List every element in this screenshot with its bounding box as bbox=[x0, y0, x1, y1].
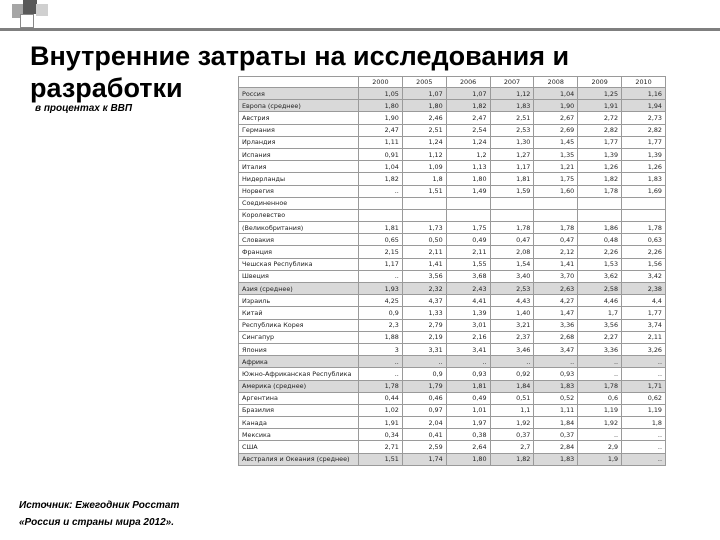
country-name-cell: Южно-Африканская Республика bbox=[239, 368, 359, 380]
value-cell: 4,4 bbox=[622, 295, 666, 307]
value-cell bbox=[359, 209, 403, 221]
table-row bbox=[239, 185, 666, 197]
table-row bbox=[239, 197, 666, 209]
country-name-cell: Япония bbox=[239, 343, 359, 355]
value-cell: 1,49 bbox=[446, 185, 490, 197]
value-cell: 0,49 bbox=[446, 234, 490, 246]
value-cell: 1,83 bbox=[490, 100, 534, 112]
table-row bbox=[239, 258, 666, 270]
value-cell: 2,47 bbox=[359, 124, 403, 136]
value-cell: 1,53 bbox=[578, 258, 622, 270]
value-cell: 1,39 bbox=[578, 148, 622, 160]
header-corner-cell bbox=[239, 77, 359, 88]
value-cell: 0,37 bbox=[490, 429, 534, 441]
value-cell: 1,11 bbox=[359, 136, 403, 148]
country-name-cell: Россия bbox=[239, 88, 359, 100]
value-cell: 2,53 bbox=[490, 283, 534, 295]
value-cell: 2,19 bbox=[402, 331, 446, 343]
value-cell: 2,11 bbox=[446, 246, 490, 258]
table-header-row bbox=[239, 77, 666, 88]
table-row bbox=[239, 319, 666, 331]
value-cell: .. bbox=[490, 356, 534, 368]
value-cell: 1,77 bbox=[622, 136, 666, 148]
value-cell: 1,41 bbox=[534, 258, 578, 270]
value-cell: 1,60 bbox=[534, 185, 578, 197]
country-name-cell: Мексика bbox=[239, 429, 359, 441]
value-cell: 1,24 bbox=[446, 136, 490, 148]
value-cell: 1,19 bbox=[622, 404, 666, 416]
value-cell: 4,27 bbox=[534, 295, 578, 307]
value-cell: 3,21 bbox=[490, 319, 534, 331]
value-cell: 2,82 bbox=[622, 124, 666, 136]
value-cell: 1,55 bbox=[446, 258, 490, 270]
value-cell: .. bbox=[578, 356, 622, 368]
value-cell: 1,90 bbox=[534, 100, 578, 112]
value-cell: 1,8 bbox=[622, 417, 666, 429]
country-name-cell: США bbox=[239, 441, 359, 453]
value-cell: 1,12 bbox=[490, 88, 534, 100]
value-cell: 1,92 bbox=[490, 417, 534, 429]
value-cell: 3,26 bbox=[622, 343, 666, 355]
value-cell: 1,19 bbox=[578, 404, 622, 416]
value-cell: 1,45 bbox=[534, 136, 578, 148]
table-row bbox=[239, 173, 666, 185]
value-cell: 1,83 bbox=[534, 380, 578, 392]
country-name-cell: Австрия bbox=[239, 112, 359, 124]
value-cell: 1,56 bbox=[622, 258, 666, 270]
value-cell: 1,78 bbox=[578, 185, 622, 197]
country-name-cell: Китай bbox=[239, 307, 359, 319]
value-cell: 1,75 bbox=[534, 173, 578, 185]
value-cell: 1,12 bbox=[402, 148, 446, 160]
country-name-cell: Азия (среднее) bbox=[239, 283, 359, 295]
value-cell: 1,54 bbox=[490, 258, 534, 270]
value-cell: 3,31 bbox=[402, 343, 446, 355]
title-line-2: разработки bbox=[30, 73, 183, 103]
value-cell: .. bbox=[359, 270, 403, 282]
value-cell: 2,46 bbox=[402, 112, 446, 124]
value-cell: 1,59 bbox=[490, 185, 534, 197]
value-cell: 3,42 bbox=[622, 270, 666, 282]
value-cell: 1,80 bbox=[359, 100, 403, 112]
value-cell: 1,35 bbox=[534, 148, 578, 160]
value-cell: 0,48 bbox=[578, 234, 622, 246]
value-cell: 1,74 bbox=[402, 453, 446, 465]
value-cell: 1,1 bbox=[490, 404, 534, 416]
value-cell: 2,82 bbox=[578, 124, 622, 136]
value-cell: 1,8 bbox=[402, 173, 446, 185]
value-cell: 2,16 bbox=[446, 331, 490, 343]
value-cell: 1,71 bbox=[622, 380, 666, 392]
value-cell: 0,49 bbox=[446, 392, 490, 404]
value-cell: 3,70 bbox=[534, 270, 578, 282]
value-cell: 3 bbox=[359, 343, 403, 355]
country-name-cell: Италия bbox=[239, 161, 359, 173]
value-cell: 1,16 bbox=[622, 88, 666, 100]
value-cell: 2,79 bbox=[402, 319, 446, 331]
value-cell: 1,07 bbox=[446, 88, 490, 100]
value-cell: 3,36 bbox=[578, 343, 622, 355]
country-name-cell: Америка (среднее) bbox=[239, 380, 359, 392]
value-cell: 1,27 bbox=[490, 148, 534, 160]
value-cell: 1,41 bbox=[402, 258, 446, 270]
value-cell: 1,51 bbox=[359, 453, 403, 465]
value-cell: 1,81 bbox=[446, 380, 490, 392]
value-cell bbox=[490, 197, 534, 209]
value-cell: 2,68 bbox=[534, 331, 578, 343]
table-row bbox=[239, 124, 666, 136]
value-cell: 0,46 bbox=[402, 392, 446, 404]
value-cell: 3,40 bbox=[490, 270, 534, 282]
value-cell bbox=[578, 209, 622, 221]
value-cell: 1,77 bbox=[578, 136, 622, 148]
value-cell bbox=[622, 209, 666, 221]
value-cell: .. bbox=[534, 356, 578, 368]
value-cell bbox=[490, 209, 534, 221]
value-cell: 0,93 bbox=[534, 368, 578, 380]
value-cell bbox=[359, 197, 403, 209]
value-cell: .. bbox=[622, 429, 666, 441]
value-cell: 1,90 bbox=[359, 112, 403, 124]
value-cell: 1,80 bbox=[446, 453, 490, 465]
value-cell: 2,11 bbox=[622, 331, 666, 343]
source-note bbox=[19, 497, 179, 531]
country-name-cell: Чешская Республика bbox=[239, 258, 359, 270]
value-cell: 2,15 bbox=[359, 246, 403, 258]
value-cell: 1,73 bbox=[402, 222, 446, 234]
table-row bbox=[239, 429, 666, 441]
value-cell bbox=[446, 197, 490, 209]
value-cell: 2,37 bbox=[490, 331, 534, 343]
value-cell: 4,37 bbox=[402, 295, 446, 307]
table-row bbox=[239, 331, 666, 343]
value-cell: 1,94 bbox=[622, 100, 666, 112]
value-cell: 1,30 bbox=[490, 136, 534, 148]
value-cell: 2,67 bbox=[534, 112, 578, 124]
year-header-cell: 2000 bbox=[359, 77, 403, 88]
table-row bbox=[239, 222, 666, 234]
value-cell: 2,08 bbox=[490, 246, 534, 258]
value-cell: 1,39 bbox=[622, 148, 666, 160]
value-cell: 0,91 bbox=[359, 148, 403, 160]
country-name-cell: Бразилия bbox=[239, 404, 359, 416]
value-cell bbox=[446, 209, 490, 221]
year-header-cell: 2007 bbox=[490, 77, 534, 88]
value-cell: .. bbox=[402, 356, 446, 368]
table-row bbox=[239, 112, 666, 124]
value-cell: 0,38 bbox=[446, 429, 490, 441]
table-row bbox=[239, 148, 666, 160]
value-cell: 1,69 bbox=[622, 185, 666, 197]
value-cell: 1,80 bbox=[446, 173, 490, 185]
value-cell: 1,82 bbox=[359, 173, 403, 185]
value-cell bbox=[534, 197, 578, 209]
table-row bbox=[239, 368, 666, 380]
value-cell: 3,46 bbox=[490, 343, 534, 355]
year-header-cell: 2005 bbox=[402, 77, 446, 88]
country-name-cell: Аргентина bbox=[239, 392, 359, 404]
value-cell: 3,36 bbox=[534, 319, 578, 331]
country-name-cell: Республика Корея bbox=[239, 319, 359, 331]
value-cell: .. bbox=[578, 368, 622, 380]
value-cell: 1,93 bbox=[359, 283, 403, 295]
value-cell: 0,92 bbox=[490, 368, 534, 380]
value-cell: 1,33 bbox=[402, 307, 446, 319]
table-row bbox=[239, 404, 666, 416]
value-cell: 1,84 bbox=[534, 417, 578, 429]
value-cell: 0,47 bbox=[490, 234, 534, 246]
value-cell: 1,01 bbox=[446, 404, 490, 416]
value-cell: 0,65 bbox=[359, 234, 403, 246]
value-cell: 3,68 bbox=[446, 270, 490, 282]
value-cell: 1,77 bbox=[622, 307, 666, 319]
value-cell: 1,13 bbox=[446, 161, 490, 173]
value-cell: 2,59 bbox=[402, 441, 446, 453]
value-cell: 3,56 bbox=[578, 319, 622, 331]
value-cell: 2,7 bbox=[490, 441, 534, 453]
value-cell: 1,2 bbox=[446, 148, 490, 160]
table-row bbox=[239, 343, 666, 355]
table-row bbox=[239, 209, 666, 221]
value-cell: 1,79 bbox=[402, 380, 446, 392]
decor-square-2 bbox=[23, 0, 37, 14]
value-cell: 0,97 bbox=[402, 404, 446, 416]
value-cell: 2,69 bbox=[534, 124, 578, 136]
table-row bbox=[239, 356, 666, 368]
table-row bbox=[239, 453, 666, 465]
value-cell: 2,04 bbox=[402, 417, 446, 429]
value-cell: 4,41 bbox=[446, 295, 490, 307]
country-name-cell: Сингапур bbox=[239, 331, 359, 343]
value-cell: .. bbox=[622, 453, 666, 465]
value-cell: 0,9 bbox=[402, 368, 446, 380]
value-cell: .. bbox=[359, 368, 403, 380]
value-cell bbox=[622, 197, 666, 209]
value-cell: 2,26 bbox=[578, 246, 622, 258]
value-cell: 2,73 bbox=[622, 112, 666, 124]
country-name-cell: (Великобритания) bbox=[239, 222, 359, 234]
value-cell: 0,63 bbox=[622, 234, 666, 246]
value-cell: 3,62 bbox=[578, 270, 622, 282]
country-name-cell: Германия bbox=[239, 124, 359, 136]
decor-square-3 bbox=[36, 4, 48, 16]
value-cell: 2,12 bbox=[534, 246, 578, 258]
country-name-cell: Франция bbox=[239, 246, 359, 258]
value-cell: 2,3 bbox=[359, 319, 403, 331]
value-cell bbox=[402, 197, 446, 209]
value-cell: 1,02 bbox=[359, 404, 403, 416]
title-line-1: Внутренние затраты на исследования и bbox=[30, 41, 570, 71]
value-cell: 0,52 bbox=[534, 392, 578, 404]
value-cell: 1,80 bbox=[402, 100, 446, 112]
value-cell: 0,50 bbox=[402, 234, 446, 246]
value-cell: 1,78 bbox=[359, 380, 403, 392]
country-name-cell: Испания bbox=[239, 148, 359, 160]
value-cell: 2,51 bbox=[402, 124, 446, 136]
value-cell: 1,17 bbox=[359, 258, 403, 270]
table-row bbox=[239, 380, 666, 392]
year-header-cell: 2008 bbox=[534, 77, 578, 88]
value-cell: 1,84 bbox=[490, 380, 534, 392]
value-cell: 2,32 bbox=[402, 283, 446, 295]
value-cell: 0,62 bbox=[622, 392, 666, 404]
value-cell: 1,47 bbox=[534, 307, 578, 319]
value-cell: 2,9 bbox=[578, 441, 622, 453]
value-cell bbox=[534, 209, 578, 221]
country-name-cell: Швеция bbox=[239, 270, 359, 282]
value-cell: 1,82 bbox=[446, 100, 490, 112]
value-cell: 1,75 bbox=[446, 222, 490, 234]
value-cell: 1,78 bbox=[534, 222, 578, 234]
value-cell: 2,64 bbox=[446, 441, 490, 453]
table-row bbox=[239, 136, 666, 148]
value-cell: 2,51 bbox=[490, 112, 534, 124]
table-row bbox=[239, 234, 666, 246]
country-name-cell: Соединенное bbox=[239, 197, 359, 209]
country-name-cell: Норвегия bbox=[239, 185, 359, 197]
value-cell: 1,81 bbox=[490, 173, 534, 185]
value-cell: 0,47 bbox=[534, 234, 578, 246]
table-row bbox=[239, 270, 666, 282]
value-cell: 1,24 bbox=[402, 136, 446, 148]
value-cell: 1,7 bbox=[578, 307, 622, 319]
value-cell: 3,74 bbox=[622, 319, 666, 331]
value-cell: .. bbox=[578, 429, 622, 441]
value-cell: 2,11 bbox=[402, 246, 446, 258]
value-cell: 1,05 bbox=[359, 88, 403, 100]
value-cell: 1,78 bbox=[490, 222, 534, 234]
value-cell: 0,37 bbox=[534, 429, 578, 441]
year-header-cell: 2006 bbox=[446, 77, 490, 88]
country-name-cell: Австралия и Океания (среднее) bbox=[239, 453, 359, 465]
value-cell: 1,40 bbox=[490, 307, 534, 319]
value-cell: 1,91 bbox=[359, 417, 403, 429]
value-cell: 0,6 bbox=[578, 392, 622, 404]
value-cell: 0,44 bbox=[359, 392, 403, 404]
value-cell: 1,07 bbox=[402, 88, 446, 100]
value-cell: 2,71 bbox=[359, 441, 403, 453]
value-cell: 2,27 bbox=[578, 331, 622, 343]
value-cell: 1,81 bbox=[359, 222, 403, 234]
value-cell: 2,47 bbox=[446, 112, 490, 124]
value-cell: 0,41 bbox=[402, 429, 446, 441]
value-cell: 1,78 bbox=[578, 380, 622, 392]
value-cell: 2,53 bbox=[490, 124, 534, 136]
value-cell: 2,72 bbox=[578, 112, 622, 124]
value-cell: 1,26 bbox=[622, 161, 666, 173]
value-cell: 1,25 bbox=[578, 88, 622, 100]
table-row bbox=[239, 392, 666, 404]
value-cell: 1,39 bbox=[446, 307, 490, 319]
table-row bbox=[239, 295, 666, 307]
value-cell: 2,63 bbox=[534, 283, 578, 295]
value-cell: 0,9 bbox=[359, 307, 403, 319]
value-cell: 2,84 bbox=[534, 441, 578, 453]
value-cell: 4,25 bbox=[359, 295, 403, 307]
country-name-cell: Словакия bbox=[239, 234, 359, 246]
table-row bbox=[239, 161, 666, 173]
value-cell: 2,26 bbox=[622, 246, 666, 258]
value-cell: 2,54 bbox=[446, 124, 490, 136]
value-cell: 1,86 bbox=[578, 222, 622, 234]
value-cell bbox=[578, 197, 622, 209]
country-name-cell: Ирландия bbox=[239, 136, 359, 148]
rd-expenditure-table bbox=[238, 76, 666, 466]
year-header-cell: 2009 bbox=[578, 77, 622, 88]
value-cell: 3,01 bbox=[446, 319, 490, 331]
value-cell: 2,38 bbox=[622, 283, 666, 295]
table-row bbox=[239, 307, 666, 319]
value-cell: 0,34 bbox=[359, 429, 403, 441]
country-name-cell: Израиль bbox=[239, 295, 359, 307]
table-row bbox=[239, 246, 666, 258]
value-cell: .. bbox=[446, 356, 490, 368]
value-cell: 3,56 bbox=[402, 270, 446, 282]
value-cell: .. bbox=[622, 441, 666, 453]
value-cell: 1,82 bbox=[578, 173, 622, 185]
country-name-cell: Африка bbox=[239, 356, 359, 368]
value-cell: 4,46 bbox=[578, 295, 622, 307]
value-cell: 1,92 bbox=[578, 417, 622, 429]
value-cell: 0,51 bbox=[490, 392, 534, 404]
value-cell: .. bbox=[359, 356, 403, 368]
value-cell: 1,83 bbox=[534, 453, 578, 465]
table-row bbox=[239, 441, 666, 453]
value-cell: 1,9 bbox=[578, 453, 622, 465]
table-row bbox=[239, 283, 666, 295]
value-cell: 3,41 bbox=[446, 343, 490, 355]
value-cell: 2,58 bbox=[578, 283, 622, 295]
country-name-cell: Канада bbox=[239, 417, 359, 429]
value-cell: 1,88 bbox=[359, 331, 403, 343]
table-row bbox=[239, 100, 666, 112]
value-cell: 2,43 bbox=[446, 283, 490, 295]
table-row bbox=[239, 88, 666, 100]
value-cell: 1,04 bbox=[534, 88, 578, 100]
country-name-cell: Королевство bbox=[239, 209, 359, 221]
source-line-2: «Россия и страны мира 2012». bbox=[19, 517, 175, 528]
year-header-cell: 2010 bbox=[622, 77, 666, 88]
value-cell: 1,17 bbox=[490, 161, 534, 173]
source-line-1: Источник: Ежегодник Росстат bbox=[19, 500, 180, 511]
country-name-cell: Нидерланды bbox=[239, 173, 359, 185]
value-cell: 1,78 bbox=[622, 222, 666, 234]
value-cell: .. bbox=[622, 368, 666, 380]
value-cell: 1,11 bbox=[534, 404, 578, 416]
table-row bbox=[239, 417, 666, 429]
value-cell: 1,04 bbox=[359, 161, 403, 173]
value-cell: 1,09 bbox=[402, 161, 446, 173]
decor-square-4 bbox=[20, 14, 34, 28]
country-name-cell: Европа (среднее) bbox=[239, 100, 359, 112]
value-cell bbox=[402, 209, 446, 221]
value-cell: 1,83 bbox=[622, 173, 666, 185]
value-cell: 0,93 bbox=[446, 368, 490, 380]
value-cell: .. bbox=[622, 356, 666, 368]
value-cell: 1,26 bbox=[578, 161, 622, 173]
value-cell: .. bbox=[359, 185, 403, 197]
value-cell: 3,47 bbox=[534, 343, 578, 355]
value-cell: 1,21 bbox=[534, 161, 578, 173]
subtitle: в процентах к ВВП bbox=[35, 103, 133, 114]
header-rule bbox=[0, 28, 720, 31]
value-cell: 1,97 bbox=[446, 417, 490, 429]
value-cell: 1,51 bbox=[402, 185, 446, 197]
value-cell: 4,43 bbox=[490, 295, 534, 307]
value-cell: 1,82 bbox=[490, 453, 534, 465]
value-cell: 1,91 bbox=[578, 100, 622, 112]
